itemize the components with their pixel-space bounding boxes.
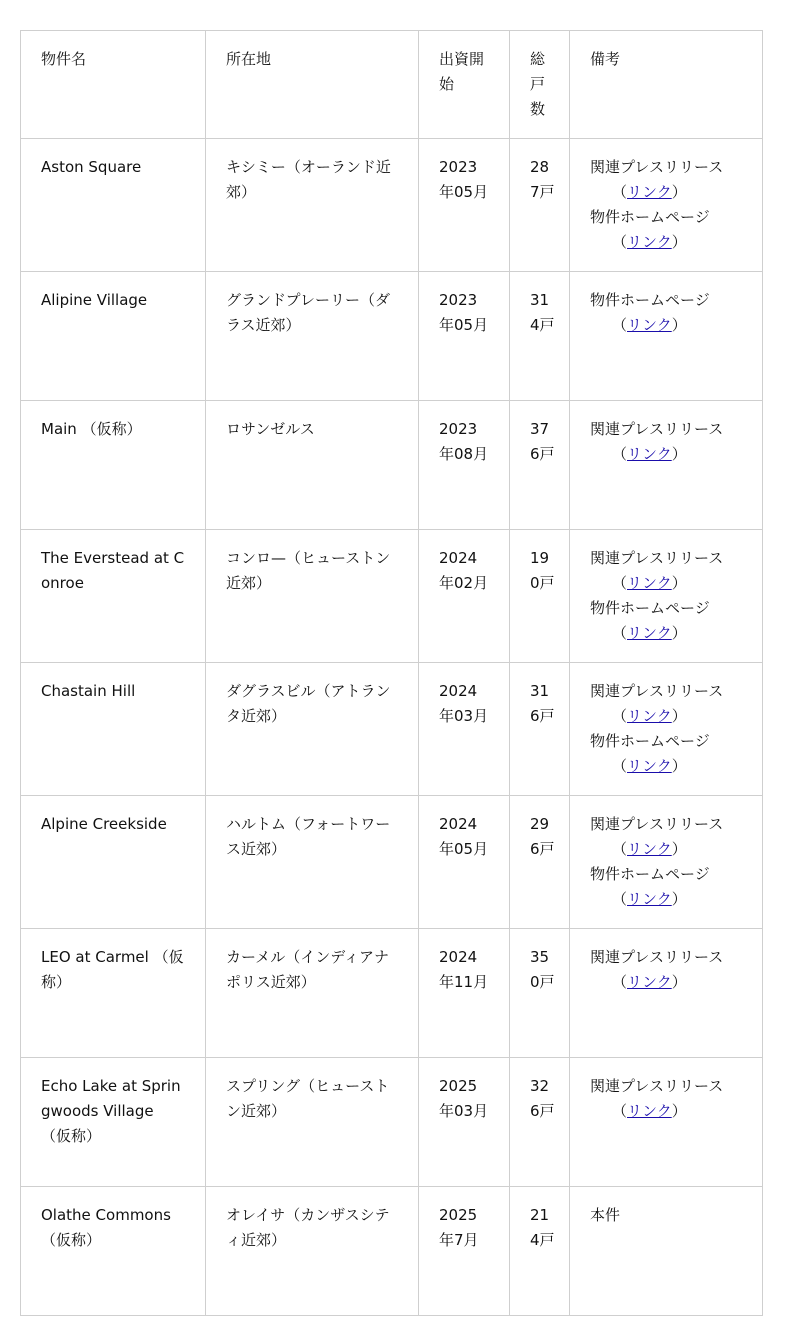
cell-start: 2024年05月: [419, 796, 510, 929]
cell-location: ダグラスビル（アトランタ近郊）: [206, 663, 419, 796]
link-bracket-close: ）: [671, 973, 687, 991]
homepage-label: 物件ホームページ: [590, 732, 710, 750]
cell-location: ロサンゼルス: [206, 401, 419, 530]
cell-start: 2024年11月: [419, 929, 510, 1058]
table-row: [21, 796, 763, 929]
cell-name: Alpine Creekside: [21, 796, 206, 929]
link-bracket-close: ）: [671, 574, 687, 592]
header-location: 所在地: [206, 31, 419, 139]
table-row: [21, 139, 763, 272]
table-row: [21, 401, 763, 530]
link-line: [590, 442, 742, 467]
cell-start: 2024年03月: [419, 663, 510, 796]
table-row: [21, 1058, 763, 1187]
link-bracket-close: ）: [671, 445, 687, 463]
header-units: 総戸数: [510, 31, 570, 139]
link-line: [590, 887, 742, 912]
cell-notes: [570, 401, 763, 530]
cell-units: 296戸: [510, 796, 570, 929]
cell-location: グランドプレーリー（ダラス近郊）: [206, 272, 419, 401]
cell-location: スプリング（ヒューストン近郊）: [206, 1058, 419, 1187]
header-start: 出資開始: [419, 31, 510, 139]
cell-name: Aston Square: [21, 139, 206, 272]
press-release-link[interactable]: リンク: [627, 574, 672, 592]
link-bracket-open: （: [612, 316, 628, 334]
cell-start: 2023年05月: [419, 139, 510, 272]
table-header-row: [21, 31, 763, 139]
cell-units: 376戸: [510, 401, 570, 530]
link-line: [590, 180, 742, 205]
press-release-link[interactable]: リンク: [627, 973, 672, 991]
press-release-link[interactable]: リンク: [627, 183, 672, 201]
header-name: 物件名: [21, 31, 206, 139]
link-line: [590, 1099, 742, 1124]
cell-notes: [570, 530, 763, 663]
cell-notes: [570, 139, 763, 272]
homepage-link[interactable]: リンク: [627, 316, 672, 334]
link-bracket-close: ）: [671, 840, 687, 858]
homepage-label: 物件ホームページ: [590, 291, 710, 309]
press-release-label: 関連プレスリリース: [590, 682, 724, 700]
homepage-link[interactable]: リンク: [627, 233, 672, 251]
link-line: [590, 754, 742, 779]
cell-units: 350戸: [510, 929, 570, 1058]
press-release-label: 関連プレスリリース: [590, 1077, 724, 1095]
cell-name: Main （仮称）: [21, 401, 206, 530]
press-release-label: 関連プレスリリース: [590, 549, 724, 567]
cell-start: 2023年05月: [419, 272, 510, 401]
cell-units: 214戸: [510, 1187, 570, 1316]
link-bracket-open: （: [612, 840, 628, 858]
link-line: [590, 970, 742, 995]
homepage-link[interactable]: リンク: [627, 890, 672, 908]
table-row: [21, 663, 763, 796]
cell-start: 2025年7月: [419, 1187, 510, 1316]
link-bracket-close: ）: [671, 890, 687, 908]
cell-notes: [570, 663, 763, 796]
link-line: [590, 571, 742, 596]
link-bracket-open: （: [612, 183, 628, 201]
cell-name: Chastain Hill: [21, 663, 206, 796]
table-row: [21, 272, 763, 401]
cell-name: Echo Lake at Springwoods Village （仮称）: [21, 1058, 206, 1187]
press-release-link[interactable]: リンク: [627, 1102, 672, 1120]
cell-notes: [570, 272, 763, 401]
press-release-label: 関連プレスリリース: [590, 158, 724, 176]
press-release-label: 関連プレスリリース: [590, 948, 724, 966]
press-release-link[interactable]: リンク: [627, 840, 672, 858]
header-notes: 備考: [570, 31, 763, 139]
link-line: [590, 837, 742, 862]
link-bracket-close: ）: [671, 233, 687, 251]
link-bracket-open: （: [612, 233, 628, 251]
cell-name: Olathe Commons（仮称）: [21, 1187, 206, 1316]
link-bracket-open: （: [612, 624, 628, 642]
link-bracket-open: （: [612, 890, 628, 908]
cell-start: 2023年08月: [419, 401, 510, 530]
link-bracket-close: ）: [671, 1102, 687, 1120]
homepage-label: 物件ホームページ: [590, 599, 710, 617]
cell-name: LEO at Carmel （仮称）: [21, 929, 206, 1058]
cell-units: 314戸: [510, 272, 570, 401]
press-release-label: 関連プレスリリース: [590, 815, 724, 833]
press-release-link[interactable]: リンク: [627, 445, 672, 463]
cell-location: ハルトム（フォートワース近郊）: [206, 796, 419, 929]
homepage-label: 物件ホームページ: [590, 208, 710, 226]
link-bracket-open: （: [612, 973, 628, 991]
link-bracket-open: （: [612, 707, 628, 725]
link-bracket-close: ）: [671, 183, 687, 201]
cell-name: The Everstead at Conroe: [21, 530, 206, 663]
homepage-label: 物件ホームページ: [590, 865, 710, 883]
table-row: [21, 530, 763, 663]
press-release-link[interactable]: リンク: [627, 707, 672, 725]
cell-units: 287戸: [510, 139, 570, 272]
cell-location: キシミー（オーランド近郊）: [206, 139, 419, 272]
homepage-link[interactable]: リンク: [627, 624, 672, 642]
link-line: [590, 704, 742, 729]
link-bracket-close: ）: [671, 316, 687, 334]
cell-notes: [570, 929, 763, 1058]
link-bracket-open: （: [612, 574, 628, 592]
cell-start: 2025年03月: [419, 1058, 510, 1187]
homepage-link[interactable]: リンク: [627, 757, 672, 775]
cell-name: Alipine Village: [21, 272, 206, 401]
link-line: [590, 230, 742, 255]
cell-notes: [570, 1187, 763, 1316]
link-bracket-close: ）: [671, 757, 687, 775]
cell-notes: [570, 796, 763, 929]
cell-location: コンロ—（ヒューストン近郊）: [206, 530, 419, 663]
cell-units: 316戸: [510, 663, 570, 796]
table-row: [21, 1187, 763, 1316]
cell-units: 326戸: [510, 1058, 570, 1187]
link-line: [590, 313, 742, 338]
link-bracket-open: （: [612, 757, 628, 775]
cell-notes: [570, 1058, 763, 1187]
property-table: [20, 30, 763, 1316]
press-release-label: 関連プレスリリース: [590, 420, 724, 438]
cell-location: カーメル（インディアナポリス近郊）: [206, 929, 419, 1058]
link-line: [590, 621, 742, 646]
table-row: [21, 929, 763, 1058]
cell-location: オレイサ（カンザスシティ近郊）: [206, 1187, 419, 1316]
cell-units: 190戸: [510, 530, 570, 663]
cell-start: 2024年02月: [419, 530, 510, 663]
link-bracket-close: ）: [671, 707, 687, 725]
note-text: 本件: [590, 1206, 621, 1224]
link-bracket-close: ）: [671, 624, 687, 642]
link-bracket-open: （: [612, 445, 628, 463]
link-bracket-open: （: [612, 1102, 628, 1120]
